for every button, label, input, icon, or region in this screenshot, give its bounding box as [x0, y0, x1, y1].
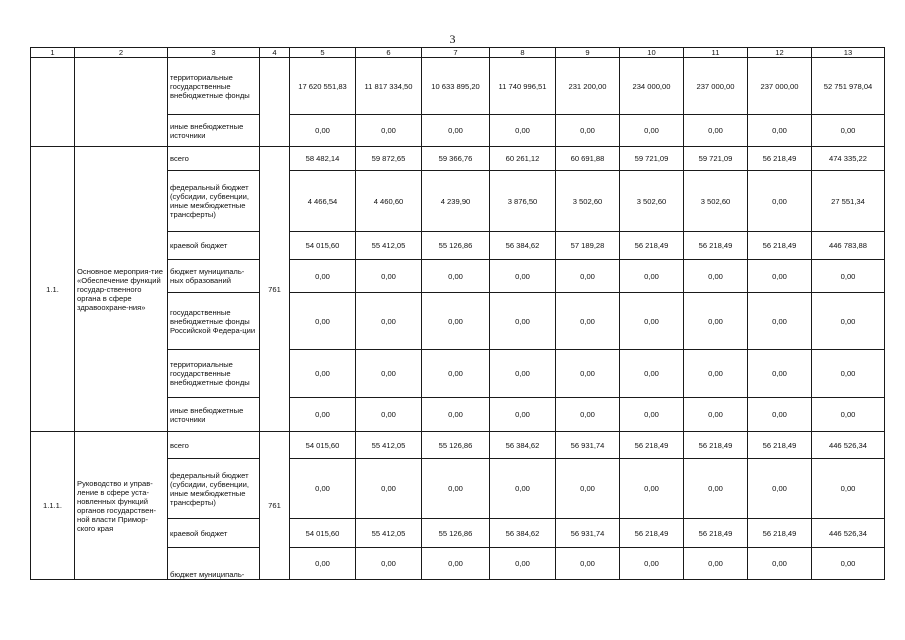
column-number-header: 11 [684, 48, 748, 58]
column-number-header: 9 [556, 48, 620, 58]
column-number-header: 12 [748, 48, 812, 58]
amount-cell: 56 384,62 [490, 519, 556, 548]
amount-cell: 0,00 [290, 350, 356, 398]
funding-source-cell: государственные внебюджетные фонды Российской Федера-ции [168, 293, 260, 350]
event-name-cell: Основное мероприя-тие «Обеспечение функций государ-ственного органа в сфере здравоохране-ния» [75, 147, 168, 432]
table-row [31, 58, 885, 115]
amount-cell: 0,00 [290, 293, 356, 350]
funding-source-cell: федеральный бюджет (субсидии, субвенции, иные межбюджетные трансферты) [168, 459, 260, 519]
amount-cell: 27 551,34 [812, 171, 885, 232]
event-code-cell: 1.1. [31, 147, 75, 432]
amount-cell: 0,00 [748, 115, 812, 147]
category-code-cell: 761 [260, 147, 290, 432]
amount-cell: 0,00 [684, 548, 748, 580]
funding-source-cell: всего [168, 147, 260, 171]
amount-cell: 0,00 [290, 115, 356, 147]
amount-cell: 4 460,60 [356, 171, 422, 232]
amount-cell: 0,00 [748, 548, 812, 580]
amount-cell: 60 261,12 [490, 147, 556, 171]
amount-cell: 60 691,88 [556, 147, 620, 171]
amount-cell: 0,00 [356, 350, 422, 398]
funding-source-cell: федеральный бюджет (субсидии, субвенции, иные межбюджетные трансферты) [168, 171, 260, 232]
amount-cell: 0,00 [556, 115, 620, 147]
amount-cell: 0,00 [556, 459, 620, 519]
amount-cell: 0,00 [812, 398, 885, 432]
amount-cell: 56 218,49 [748, 519, 812, 548]
amount-cell: 11 740 996,51 [490, 58, 556, 115]
column-number-header: 2 [75, 48, 168, 58]
amount-cell: 0,00 [556, 293, 620, 350]
amount-cell: 56 218,49 [684, 519, 748, 548]
amount-cell: 59 721,09 [620, 147, 684, 171]
amount-cell: 54 015,60 [290, 232, 356, 260]
amount-cell: 0,00 [620, 459, 684, 519]
amount-cell: 0,00 [356, 293, 422, 350]
amount-cell: 59 366,76 [422, 147, 490, 171]
amount-cell: 55 126,86 [422, 432, 490, 459]
category-cell [260, 58, 290, 147]
amount-cell: 237 000,00 [748, 58, 812, 115]
column-number-header: 4 [260, 48, 290, 58]
amount-cell: 10 633 895,20 [422, 58, 490, 115]
page-number: 3 [449, 32, 456, 46]
amount-cell: 56 931,74 [556, 519, 620, 548]
amount-cell: 0,00 [684, 260, 748, 293]
amount-cell: 52 751 978,04 [812, 58, 885, 115]
amount-cell: 446 783,88 [812, 232, 885, 260]
amount-cell: 3 502,60 [684, 171, 748, 232]
amount-cell: 0,00 [684, 398, 748, 432]
amount-cell: 0,00 [812, 260, 885, 293]
amount-cell: 55 412,05 [356, 232, 422, 260]
amount-cell: 0,00 [356, 260, 422, 293]
table-row [31, 432, 885, 459]
funding-source-cell: иные внебюджетные источники [168, 115, 260, 147]
amount-cell: 0,00 [748, 398, 812, 432]
amount-cell: 0,00 [748, 171, 812, 232]
funding-source-cell: всего [168, 432, 260, 459]
event-name-cell: Руководство и управ-ление в сфере уста-новленных функций органов государствен-ной власти Примор-ского края [75, 432, 168, 580]
amount-cell: 231 200,00 [556, 58, 620, 115]
table-row [31, 147, 885, 171]
amount-cell: 0,00 [748, 260, 812, 293]
funding-source-cell: краевой бюджет [168, 232, 260, 260]
amount-cell: 56 218,49 [748, 432, 812, 459]
amount-cell: 0,00 [748, 459, 812, 519]
amount-cell: 4 239,90 [422, 171, 490, 232]
funding-source-cell: бюджет муниципаль- [168, 548, 260, 580]
amount-cell: 54 015,60 [290, 519, 356, 548]
amount-cell: 3 876,50 [490, 171, 556, 232]
amount-cell: 58 482,14 [290, 147, 356, 171]
amount-cell: 0,00 [490, 293, 556, 350]
amount-cell: 54 015,60 [290, 432, 356, 459]
code-cell [31, 58, 75, 147]
funding-source-cell: иные внебюджетные источники [168, 398, 260, 432]
amount-cell: 0,00 [422, 115, 490, 147]
amount-cell: 237 000,00 [684, 58, 748, 115]
amount-cell: 0,00 [422, 459, 490, 519]
funding-source-cell: территориальные государственные внебюджетные фонды [168, 350, 260, 398]
amount-cell: 55 412,05 [356, 519, 422, 548]
amount-cell: 0,00 [422, 398, 490, 432]
column-number-header: 1 [31, 48, 75, 58]
column-number-header: 13 [812, 48, 885, 58]
amount-cell: 0,00 [620, 115, 684, 147]
amount-cell: 0,00 [684, 459, 748, 519]
amount-cell: 11 817 334,50 [356, 58, 422, 115]
column-number-header: 10 [620, 48, 684, 58]
amount-cell: 0,00 [490, 548, 556, 580]
amount-cell: 0,00 [422, 260, 490, 293]
amount-cell: 0,00 [620, 548, 684, 580]
category-code-cell: 761 [260, 432, 290, 580]
amount-cell: 0,00 [422, 350, 490, 398]
funding-source-cell: бюджет муниципаль-ных образований [168, 260, 260, 293]
amount-cell: 56 931,74 [556, 432, 620, 459]
amount-cell: 0,00 [356, 548, 422, 580]
amount-cell: 0,00 [812, 548, 885, 580]
amount-cell: 0,00 [556, 548, 620, 580]
amount-cell: 0,00 [290, 398, 356, 432]
amount-cell: 474 335,22 [812, 147, 885, 171]
amount-cell: 56 218,49 [684, 232, 748, 260]
amount-cell: 446 526,34 [812, 432, 885, 459]
amount-cell: 56 218,49 [620, 232, 684, 260]
amount-cell: 0,00 [356, 398, 422, 432]
funding-source-cell: краевой бюджет [168, 519, 260, 548]
amount-cell: 55 412,05 [356, 432, 422, 459]
column-number-header-row [31, 48, 885, 58]
amount-cell: 0,00 [490, 398, 556, 432]
amount-cell: 0,00 [356, 459, 422, 519]
amount-cell: 56 384,62 [490, 232, 556, 260]
column-number-header: 6 [356, 48, 422, 58]
funding-source-cell: территориальные государственные внебюджетные фонды [168, 58, 260, 115]
amount-cell: 3 502,60 [556, 171, 620, 232]
amount-cell: 56 218,49 [748, 232, 812, 260]
amount-cell: 0,00 [422, 548, 490, 580]
amount-cell: 0,00 [684, 293, 748, 350]
amount-cell: 55 126,86 [422, 519, 490, 548]
budget-table [30, 47, 885, 580]
event-cell [75, 58, 168, 147]
amount-cell: 0,00 [620, 293, 684, 350]
amount-cell: 4 466,54 [290, 171, 356, 232]
amount-cell: 0,00 [290, 459, 356, 519]
amount-cell: 0,00 [422, 293, 490, 350]
amount-cell: 0,00 [490, 115, 556, 147]
amount-cell: 0,00 [490, 260, 556, 293]
amount-cell: 55 126,86 [422, 232, 490, 260]
amount-cell: 234 000,00 [620, 58, 684, 115]
amount-cell: 0,00 [684, 350, 748, 398]
amount-cell: 0,00 [620, 398, 684, 432]
amount-cell: 0,00 [490, 350, 556, 398]
amount-cell: 56 384,62 [490, 432, 556, 459]
amount-cell: 446 526,34 [812, 519, 885, 548]
column-number-header: 7 [422, 48, 490, 58]
amount-cell: 0,00 [812, 350, 885, 398]
amount-cell: 56 218,49 [748, 147, 812, 171]
amount-cell: 0,00 [556, 260, 620, 293]
amount-cell: 0,00 [290, 260, 356, 293]
amount-cell: 0,00 [748, 293, 812, 350]
column-number-header: 3 [168, 48, 260, 58]
amount-cell: 3 502,60 [620, 171, 684, 232]
amount-cell: 56 218,49 [684, 432, 748, 459]
amount-cell: 0,00 [556, 350, 620, 398]
event-code-cell: 1.1.1. [31, 432, 75, 580]
amount-cell: 59 721,09 [684, 147, 748, 171]
amount-cell: 56 218,49 [620, 432, 684, 459]
column-number-header: 8 [490, 48, 556, 58]
amount-cell: 56 218,49 [620, 519, 684, 548]
amount-cell: 0,00 [812, 293, 885, 350]
amount-cell: 0,00 [812, 459, 885, 519]
amount-cell: 0,00 [290, 548, 356, 580]
amount-cell: 0,00 [684, 115, 748, 147]
amount-cell: 0,00 [490, 459, 556, 519]
amount-cell: 0,00 [620, 260, 684, 293]
amount-cell: 59 872,65 [356, 147, 422, 171]
amount-cell: 57 189,28 [556, 232, 620, 260]
amount-cell: 0,00 [556, 398, 620, 432]
amount-cell: 0,00 [620, 350, 684, 398]
amount-cell: 0,00 [812, 115, 885, 147]
amount-cell: 17 620 551,83 [290, 58, 356, 115]
amount-cell: 0,00 [356, 115, 422, 147]
amount-cell: 0,00 [748, 350, 812, 398]
column-number-header: 5 [290, 48, 356, 58]
